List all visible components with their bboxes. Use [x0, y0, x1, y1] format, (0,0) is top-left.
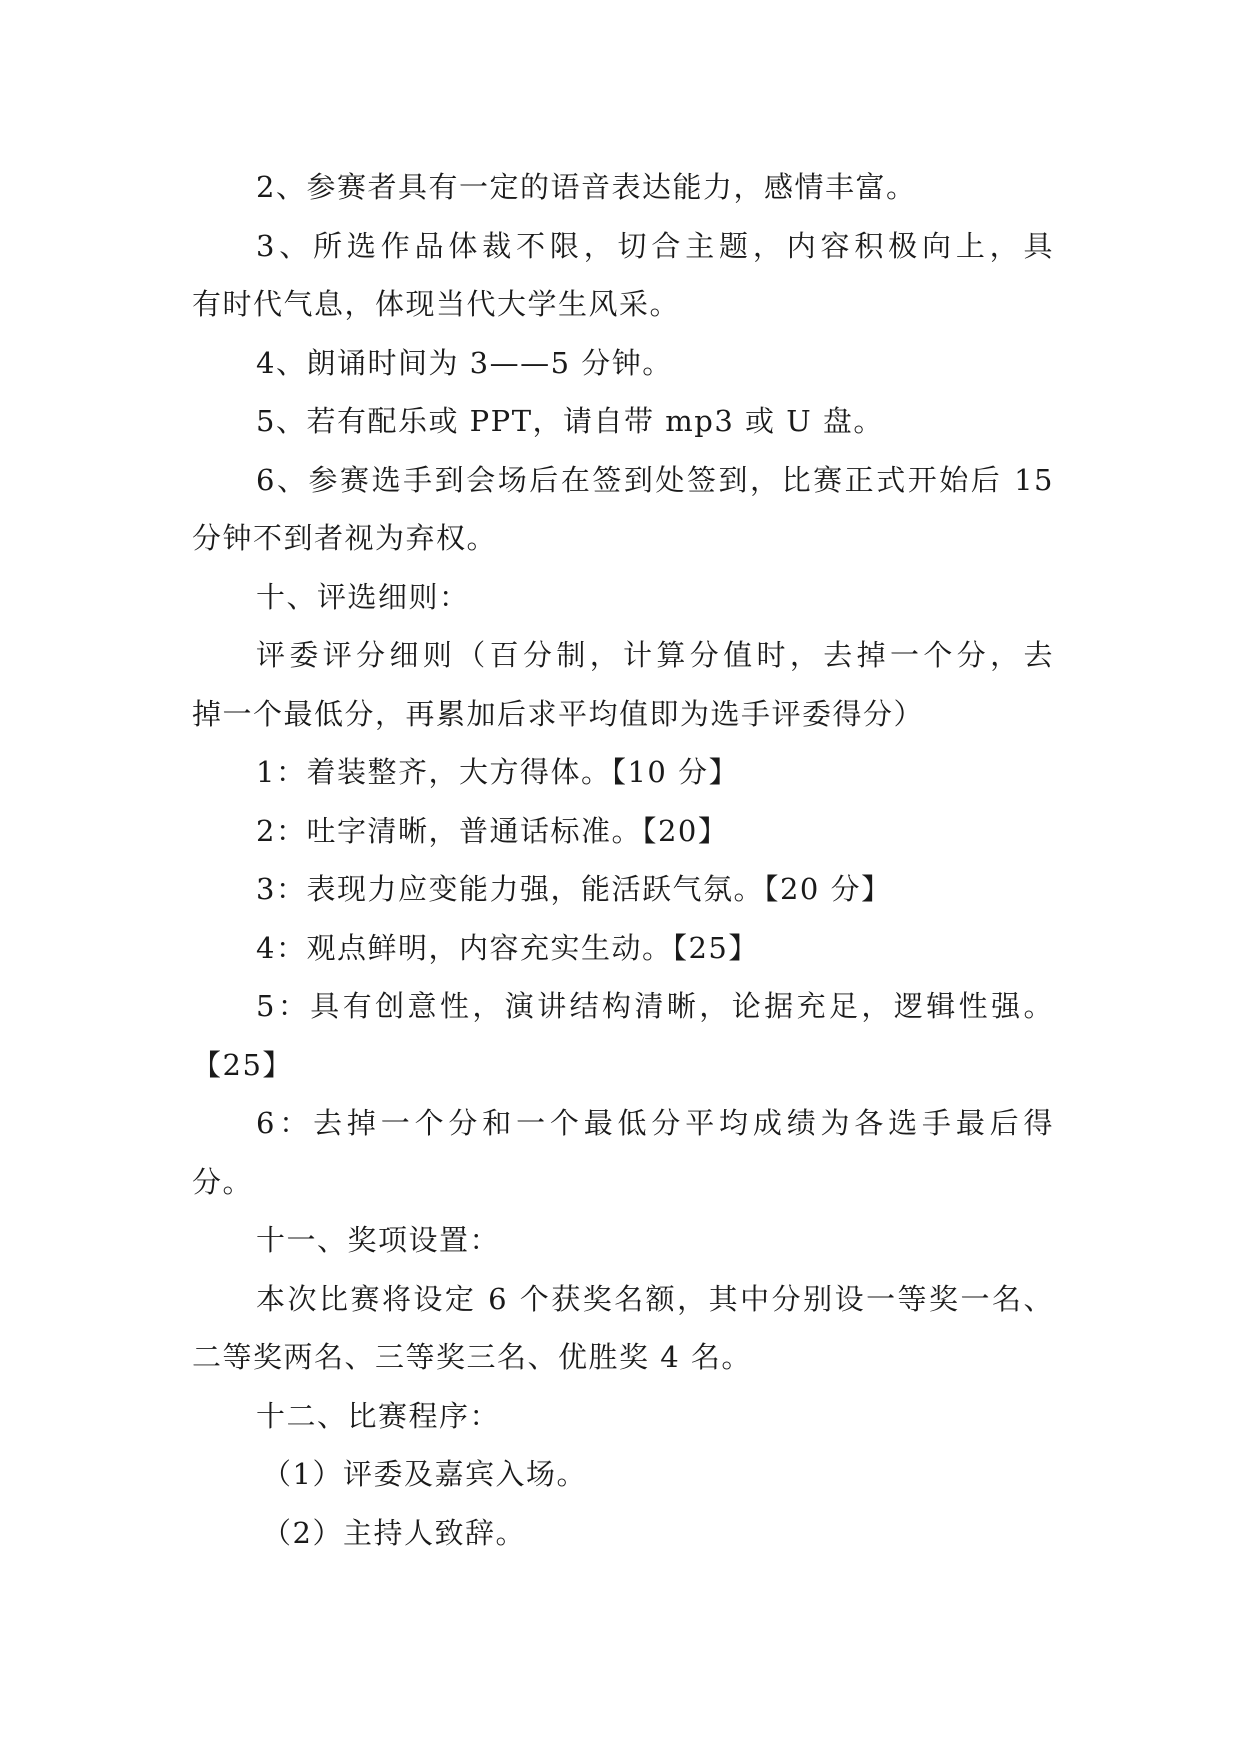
text-line: 评委评分细则（百分制，计算分值时，去掉一个分，去	[256, 638, 1054, 672]
paragraph-requirement-6	[192, 451, 1054, 568]
text-line: 5：具有创意性，演讲结构清晰，论据充足，逻辑性强。	[256, 989, 1054, 1023]
text-line: 分钟不到者视为弃权。	[192, 521, 498, 555]
scoring-item-6	[192, 1094, 1054, 1211]
text-line: （2）主持人致辞。	[262, 1515, 526, 1550]
scoring-item-4	[192, 919, 1054, 978]
section-heading-awards	[192, 1211, 1054, 1270]
text-line: 2：吐字清晰，普通话标准。【20】	[256, 813, 729, 848]
text-line: 本次比赛将设定 6 个获奖名额，其中分别设一等奖一名、	[256, 1281, 1054, 1316]
text-line: 分。	[192, 1164, 254, 1199]
scoring-item-5	[192, 977, 1054, 1094]
section-heading-judging-rules	[192, 568, 1054, 627]
text-line: 6、参赛选手到会场后在签到处签到，比赛正式开始后 15	[256, 462, 1054, 497]
text-line: （1）评委及嘉宾入场。	[262, 1457, 587, 1491]
text-line: 二等奖两名、三等奖三名、优胜奖 4 名。	[192, 1340, 752, 1374]
text-line: 4、朗诵时间为 3——5 分钟。	[256, 345, 673, 380]
paragraph-requirement-4	[192, 334, 1054, 393]
text-line: 3：表现力应变能力强，能活跃气氛。【20 分】	[256, 872, 892, 906]
text-line: 4：观点鲜明，内容充实生动。【25】	[256, 930, 759, 965]
procedure-step-1	[192, 1445, 1054, 1504]
text-line: 1：着装整齐，大方得体。【10 分】	[256, 755, 740, 789]
section-heading: 十、评选细则：	[256, 579, 470, 614]
text-line: 6：去掉一个分和一个最低分平均成绩为各选手最后得	[256, 1106, 1054, 1140]
text-line: 2、参赛者具有一定的语音表达能力，感情丰富。	[256, 170, 917, 204]
paragraph-scoring-rules	[192, 626, 1054, 743]
paragraph-requirement-3	[192, 217, 1054, 334]
text-line: 有时代气息，体现当代大学生风采。	[192, 287, 681, 321]
paragraph-requirement-5	[192, 392, 1054, 451]
scoring-item-2	[192, 802, 1054, 861]
scoring-item-3	[192, 860, 1054, 919]
text-line: 5、若有配乐或 PPT，请自带 mp3 或 U 盘。	[256, 404, 884, 438]
paragraph-requirement-2	[192, 158, 1054, 217]
procedure-step-2	[192, 1504, 1054, 1563]
text-line: 【25】	[192, 1047, 293, 1082]
text-line: 掉一个最低分，再累加后求平均值即为选手评委得分）	[192, 696, 925, 731]
section-heading: 十二、比赛程序：	[256, 1398, 501, 1433]
section-heading: 十一、奖项设置：	[256, 1223, 501, 1257]
section-heading-procedure	[192, 1387, 1054, 1446]
paragraph-awards	[192, 1270, 1054, 1387]
document-body	[192, 158, 1054, 1562]
text-line: 3、所选作品体裁不限，切合主题，内容积极向上，具	[256, 228, 1054, 263]
scoring-item-1	[192, 743, 1054, 802]
